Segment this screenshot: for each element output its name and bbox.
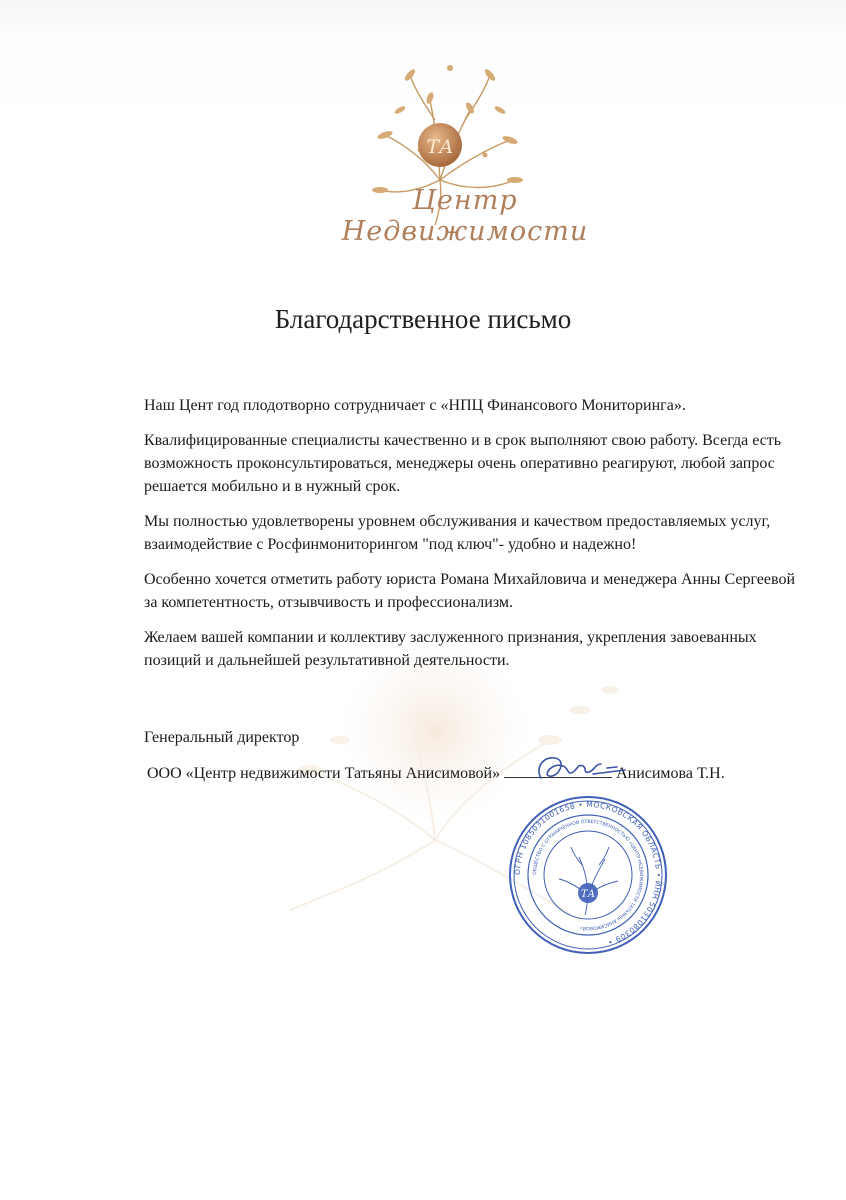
- paragraph-5: Желаем вашей компании и коллективу заслуженного признания, укрепления завоеванных позиций и дальнейшей результативной деятельности.: [144, 629, 757, 669]
- stamp-monogram: ТА: [580, 889, 596, 900]
- signer-role: Генеральный директор: [144, 729, 300, 746]
- letter-body: [144, 394, 804, 684]
- svg-text:ОБЩЕСТВО С ОГРАНИЧЕННОЙ ОТВЕТС: [532, 819, 644, 932]
- paragraph-3: Мы полностью удовлетворены уровнем обслуживания и качеством предоставляемых услуг, взаимодействие с Росфинмониторингом "под ключ"- удобно и надежно!: [144, 513, 771, 553]
- signer-organization: ООО «Центр недвижимости Татьяны Анисимовой»: [147, 765, 501, 782]
- paragraph-4: Особенно хочется отметить работу юриста Романа Михайловича и менеджера Анны Сергеевой за компетентность, отзывчивость и профессионализм.: [144, 571, 796, 611]
- stamp-outer-text: ОГРН 1085031001658 • МОСКОВСКАЯ ОБЛАСТЬ • ИНН 5031080309 •: [512, 799, 664, 948]
- logo-monogram: ТА: [426, 136, 454, 158]
- company-stamp-icon: [503, 795, 673, 955]
- handwritten-signature-icon: [533, 748, 633, 788]
- logo-company-name: Центр Недвижимости: [341, 185, 589, 247]
- paragraph-2: Квалифицированные специалисты качественно и в срок выполняют свою работу. Всегда есть возможность проконсультироваться, менеджеры очень оперативно реагируют, любой запрос решается мобильно и в нужный срок.: [144, 432, 782, 495]
- paragraph-1: Наш Цент год плодотворно сотрудничает с «НПЦ Финансового Мониторинга».: [144, 397, 686, 414]
- signer-name: Анисимова Т.Н.: [616, 765, 725, 782]
- signature-line: [147, 763, 725, 783]
- stamp-inner-text: ОБЩЕСТВО С ОГРАНИЧЕННОЙ ОТВЕТСТВЕННОСТЬЮ «ЦЕНТР НЕДВИЖИМОСТИ ТАТЬЯНЫ АНИСИМОВОЙ»: [532, 819, 644, 931]
- letter-title: Благодарственное письмо: [274, 304, 572, 334]
